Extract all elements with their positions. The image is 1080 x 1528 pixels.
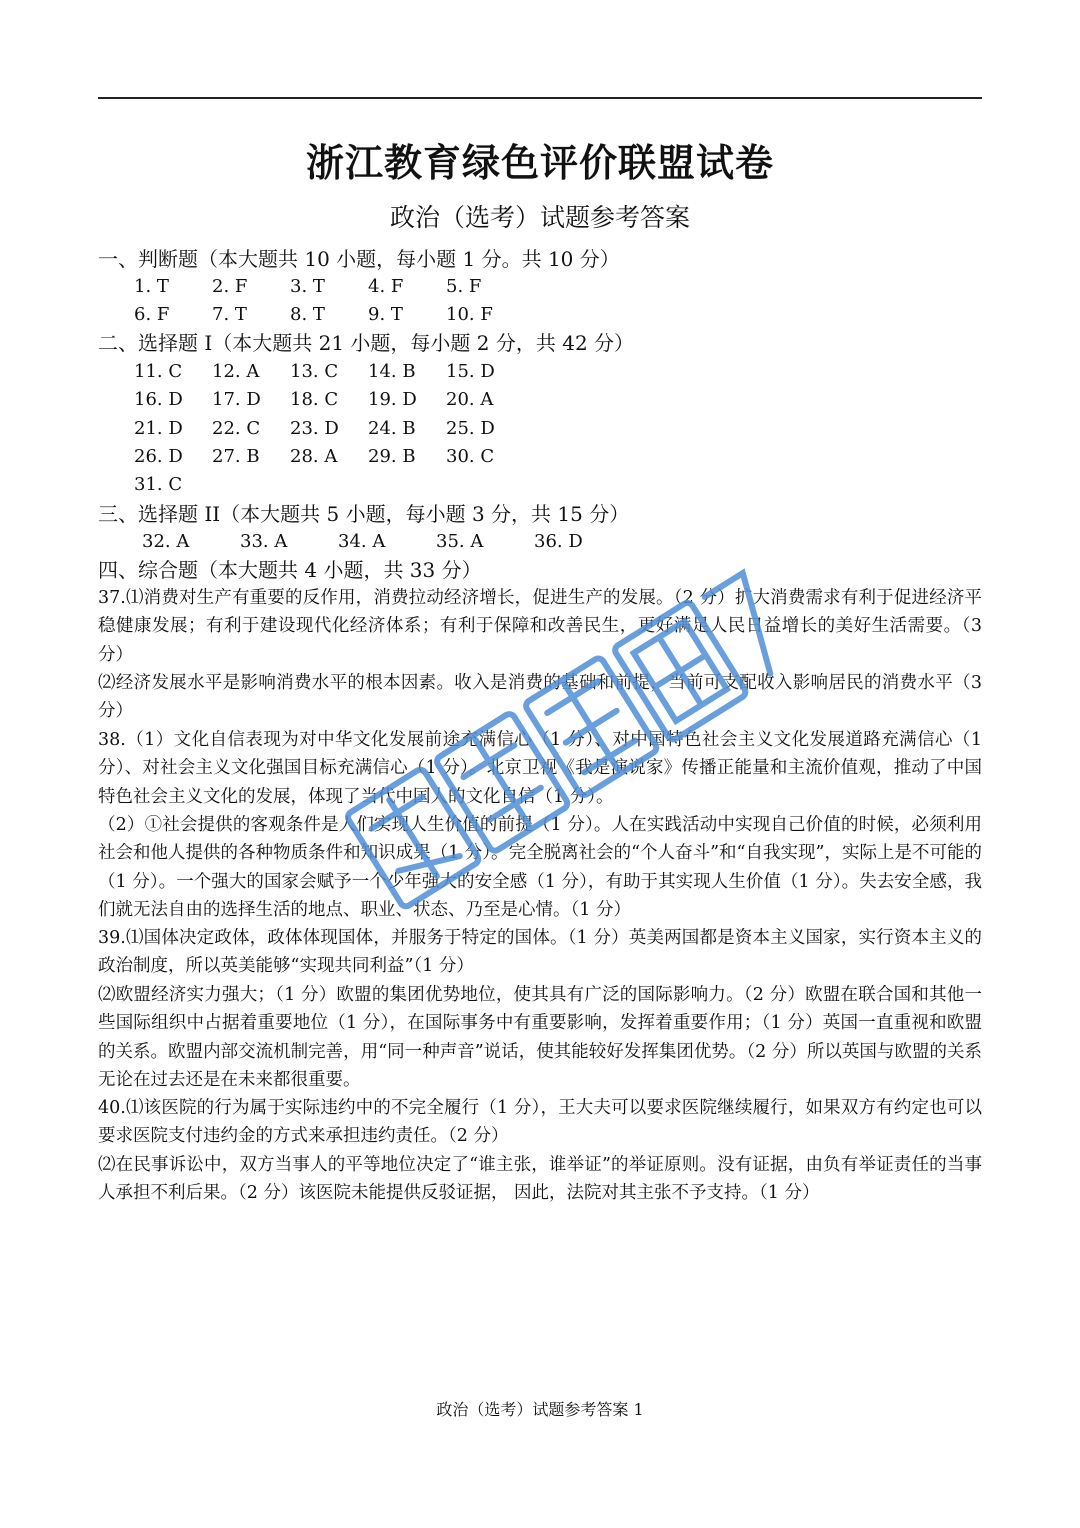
answer-item: 11. C	[134, 361, 183, 382]
answer-row	[134, 358, 524, 386]
answer-item: 21. D	[134, 418, 183, 439]
document-title: 浙江教育绿色评价联盟试卷	[305, 140, 774, 185]
answer-row	[134, 386, 524, 414]
answer-37-1: 37.⑴消费对生产有重要的反作用，消费拉动经济增长，促进生产的发展。（2 分）扩大消费需求有利于促进经济平稳健康发展；有利于建设现代化经济体系；有利于保障和改善民生，更好满足人民日益增长的美好生活需要。（3 分）	[98, 588, 982, 665]
answer-item: 9. T	[368, 304, 403, 325]
answer-row	[134, 471, 212, 499]
answer-item: 14. B	[368, 361, 416, 382]
answer-38-1: 38.（1）文化自信表现为对中华文化发展前途充满信心（1 分）、对中国特色社会主义文化发展道路充满信心（1 分）、对社会主义文化强国目标充满信心（1 分）。北京卫视《我是演说家》传播正能量和主流价值观，推动了中国特色社会主义文化的发展，体现了当代中国人的文化自信（1 分）。	[98, 730, 982, 807]
answer-item: 19. D	[368, 389, 417, 410]
answer-row	[134, 301, 524, 329]
section-heading-2: 二、选择题 I（本大题共 21 小题，每小题 2 分，共 42 分）	[98, 331, 635, 355]
answer-item: 26. D	[134, 446, 183, 467]
answer-item: 34. A	[338, 531, 386, 552]
answer-row	[142, 528, 632, 556]
answer-item: 6. F	[134, 304, 170, 325]
answer-item: 4. F	[368, 276, 404, 297]
answer-row	[134, 443, 524, 471]
answer-item: 24. B	[368, 418, 416, 439]
section-heading-1: 一、判断题（本大题共 10 小题，每小题 1 分。共 10 分）	[98, 247, 620, 271]
answer-item: 7. T	[212, 304, 247, 325]
answer-item: 31. C	[134, 474, 183, 495]
answer-item: 17. D	[212, 389, 261, 410]
answer-item: 5. F	[446, 276, 482, 297]
answer-item: 3. T	[290, 276, 325, 297]
answer-item: 25. D	[446, 418, 495, 439]
answer-item: 27. B	[212, 446, 260, 467]
answer-item: 10. F	[446, 304, 493, 325]
answer-item: 29. B	[368, 446, 416, 467]
answer-item: 30. C	[446, 446, 495, 467]
answer-40-2: ⑵在民事诉讼中，双方当事人的平等地位决定了“谁主张，谁举证”的举证原则。没有证据，由负有举证责任的当事人承担不利后果。（2 分）该医院未能提供反驳证据， 因此，法院对其主张不予支持。（1 分）	[98, 1155, 982, 1204]
page-footer: 政治（选考）试题参考答案 1	[436, 1400, 644, 1419]
answer-item: 12. A	[212, 361, 260, 382]
answer-40-1: 40.⑴该医院的行为属于实际违约中的不完全履行（1 分），王大夫可以要求医院继续履行，如果双方有约定也可以要求医院支付违约金的方式来承担违约责任。（2 分）	[98, 1098, 982, 1147]
answer-39-2: ⑵欧盟经济实力强大；（1 分）欧盟的集团优势地位，使其具有广泛的国际影响力。（2 分）欧盟在联合国和其他一些国际组织中占据着重要地位（1 分），在国际事务中有重要影响，发挥着重要作用；（1 分）英国一直重视和欧盟的关系。欧盟内部交流机制完善，用“同一种声音”说话，使其能较好发挥集团优势。（2 分）所以英国与欧盟的关系无论在过去还是在未来都很重要。	[98, 985, 982, 1090]
answer-row	[134, 273, 524, 301]
header-rule	[98, 97, 982, 99]
answer-item: 35. A	[436, 531, 484, 552]
answer-item: 23. D	[290, 418, 339, 439]
answer-item: 8. T	[290, 304, 325, 325]
answer-39-1: 39.⑴国体决定政体，政体体现国体，并服务于特定的国体。（1 分）英美两国都是资本主义国家，实行资本主义的政治制度，所以英美能够“实现共同利益”（1 分）	[98, 928, 982, 977]
answer-item: 33. A	[240, 531, 288, 552]
answer-37-2: ⑵经济发展水平是影响消费水平的根本因素。收入是消费的基础和前提，当前可支配收入影响居民的消费水平（3 分）	[98, 673, 982, 722]
answer-item: 36. D	[534, 531, 583, 552]
answer-item: 15. D	[446, 361, 495, 382]
answer-item: 20. A	[446, 389, 494, 410]
document-subtitle: 政治（选考）试题参考答案	[389, 203, 690, 232]
section-heading-4: 四、综合题（本大题共 4 小题，共 33 分）	[98, 558, 482, 582]
answer-item: 18. C	[290, 389, 339, 410]
section-heading-3: 三、选择题 II（本大题共 5 小题，每小题 3 分，共 15 分）	[98, 502, 630, 526]
answer-item: 13. C	[290, 361, 339, 382]
answer-38-2: （2）①社会提供的客观条件是人们实现人生价值的前提（1 分）。人在实践活动中实现自己价值的时候，必须利用社会和他人提供的各种物质条件和知识成果（1 分）。完全脱离社会的“个人奋斗”和“自我实现”，实际上是不可能的（1 分）。一个强大的国家会赋予一个少年强大的安全感（1 分），有助于其实现人生价值（1 分）。失去安全感，我们就无法自由的选择生活的地点、职业、状态、乃至是心情。（1 分）	[98, 815, 982, 920]
answer-item: 22. C	[212, 418, 261, 439]
answer-item: 2. F	[212, 276, 248, 297]
answer-item: 16. D	[134, 389, 183, 410]
answer-row	[134, 415, 524, 443]
answer-item: 28. A	[290, 446, 338, 467]
answer-item: 1. T	[134, 276, 169, 297]
answer-item: 32. A	[142, 531, 190, 552]
